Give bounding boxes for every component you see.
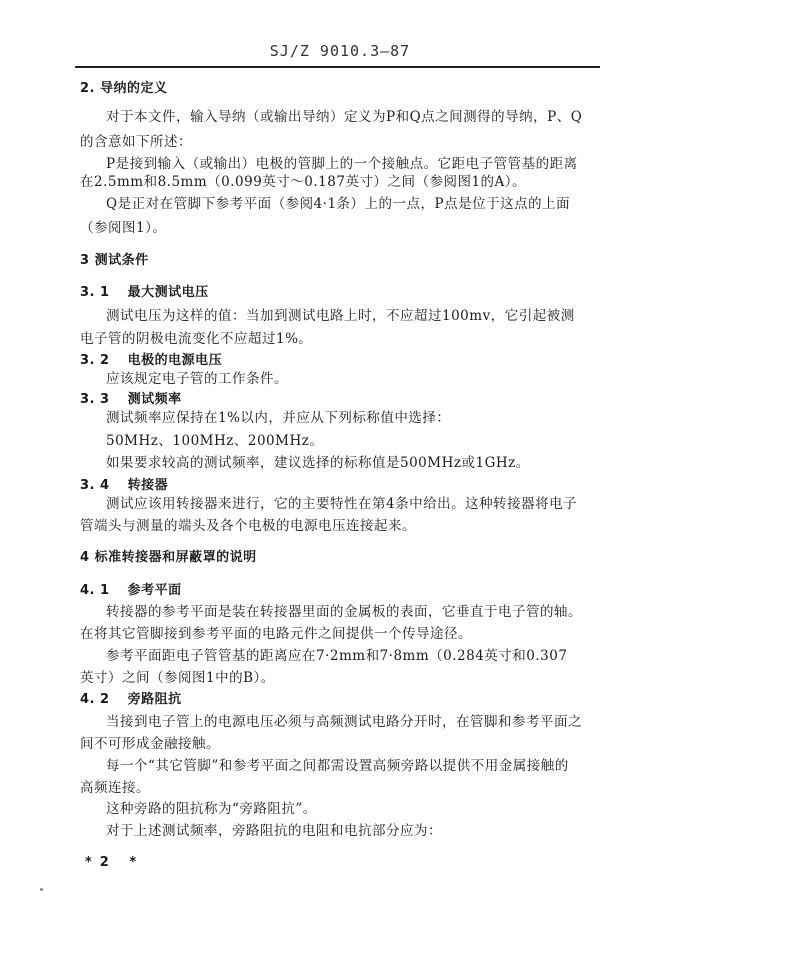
section-2-title: 2. 导纳的定义 <box>80 81 168 96</box>
paragraph-line: （参阅图1）。 <box>80 220 167 236</box>
paragraph-line: 如果要求较高的测试频率，建议选择的标称值是500MHz或1GHz。 <box>106 455 530 471</box>
section-title: 测试频率 <box>127 392 182 407</box>
section-number: 4. 2 <box>80 692 110 707</box>
paragraph-line: 对于上述测试频率，旁路阻抗的电阻和电抗部分应为： <box>106 823 442 839</box>
standard-number-header: SJ/Z 9010.3—87 <box>269 42 411 60</box>
scan-speck <box>40 888 43 891</box>
section-number: 3. 2 <box>80 353 110 368</box>
paragraph-line: 高频连接。 <box>80 780 150 796</box>
section-3-2-heading <box>80 352 222 370</box>
section-number: 3. 3 <box>80 392 110 407</box>
section-title: 电极的电源电压 <box>127 353 223 368</box>
section-title: 最大测试电压 <box>127 285 209 300</box>
section-4-1-heading <box>80 582 182 600</box>
section-number: 3. 4 <box>80 478 110 493</box>
paragraph-line: 管端头与测量的端头及各个电极的电源电压连接起来。 <box>80 518 416 534</box>
paragraph-line: 英寸）之间（参阅图1中的B）。 <box>80 670 275 686</box>
section-number: 4. 1 <box>80 583 110 598</box>
paragraph-line: 在2.5mm和8.5mm（0.099英寸～0.187英寸）之间（参阅图1的A）。 <box>80 174 527 190</box>
paragraph-line: 这种旁路的阻抗称为“旁路阻抗”。 <box>106 801 317 817</box>
section-title: 参考平面 <box>127 583 182 598</box>
section-title: 旁路阻抗 <box>127 692 182 707</box>
header-rule <box>75 66 600 68</box>
paragraph-line: 对于本文件，输入导纳（或输出导纳）定义为P和Q点之间测得的导纳，P、Q <box>106 109 583 125</box>
paragraph-line: 50MHz、100MHz、200MHz。 <box>106 433 324 449</box>
paragraph-line: 的含意如下所述： <box>80 134 192 150</box>
paragraph-line: 在将其它管脚接到参考平面的电路元件之间提供一个传导途径。 <box>80 626 472 642</box>
paragraph-line: 应该规定电子管的工作条件。 <box>106 371 288 387</box>
section-3-title: 3 测试条件 <box>80 253 149 268</box>
paragraph-line: 测试应该用转接器来进行，它的主要特性在第4条中给出。这种转接器将电子 <box>106 496 578 512</box>
paragraph-line: P是接到输入（或输出）电极的管脚上的一个接触点。它距电子管管基的距离 <box>106 156 578 172</box>
section-3-1-heading <box>80 284 209 302</box>
paragraph-line: 测试频率应保持在1%以内，并应从下列标称值中选择： <box>106 410 451 426</box>
paragraph-line: Q是正对在管脚下参考平面（参阅4·1条）上的一点，P点是位于这点的上面 <box>106 196 571 212</box>
section-3-4-heading <box>80 477 168 495</box>
paragraph-line: 每一个“其它管脚”和参考平面之间都需设置高频旁路以提供不用金属接触的 <box>106 758 569 774</box>
paragraph-line: 测试电压为这样的值：当加到测试电路上时，不应超过100mv，它引起被测 <box>106 308 575 324</box>
section-4-2-heading <box>80 691 182 709</box>
section-3-3-heading <box>80 391 182 409</box>
paragraph-line: 转接器的参考平面是装在转接器里面的金属板的表面，它垂直于电子管的轴。 <box>106 604 582 620</box>
paragraph-line: 间不可形成金融接触。 <box>80 736 220 752</box>
paragraph-line: 当接到电子管上的电源电压必须与高频测试电路分开时，在管脚和参考平面之 <box>106 714 582 730</box>
section-title: 转接器 <box>127 478 169 493</box>
section-number: 3. 1 <box>80 285 110 300</box>
paragraph-line: 参考平面距电子管管基的距离应在7·2mm和7·8mm（0.284英寸和0.307 <box>106 648 568 664</box>
section-4-title: 4 标准转接器和屏蔽罩的说明 <box>80 550 257 565</box>
page-number: *2 * <box>85 855 145 870</box>
paragraph-line: 电子管的阴极电流变化不应超过1%。 <box>80 331 313 347</box>
